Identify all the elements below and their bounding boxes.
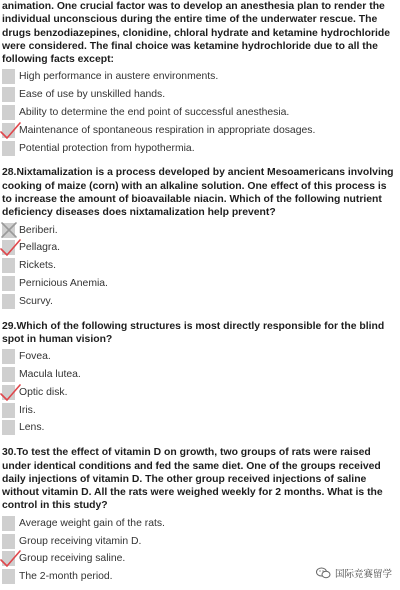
option-label: Macula lutea.	[19, 369, 81, 381]
option[interactable]	[2, 275, 398, 293]
option-label: Group receiving saline.	[19, 553, 126, 565]
question-block	[2, 446, 398, 586]
option-label: Optic disk.	[19, 386, 68, 398]
answer-checkbox[interactable]	[2, 420, 15, 435]
answer-checkbox[interactable]	[2, 105, 15, 120]
option-label: Potential protection from hypothermia.	[19, 142, 195, 154]
option-label: Maintenance of spontaneous respiration in appropriate dosages.	[19, 124, 316, 136]
question-text: 28.Nixtamalization is a process developed by ancient Mesoamericans involving cooking of maize (corn) with an alkaline solution. One effect of this process is to increase the amount of bioavailable niacin. Which of the following nutrient deficiency diseases does nixtamalization help prevent?	[2, 167, 394, 219]
option-label: High performance in austere environments.	[19, 71, 219, 83]
answer-checkbox[interactable]	[2, 87, 15, 102]
question-text: 30.To test the effect of vitamin D on growth, two groups of rats were raised under identical conditions and fed the same diet. One of the groups received daily injections of vitamin D. The other group received injections of saline without vitamin D. All the rats were weighed weekly for 2 months. What is the control in this study?	[2, 447, 383, 512]
option[interactable]	[2, 140, 398, 158]
answer-checkbox[interactable]	[2, 349, 15, 364]
option[interactable]	[2, 384, 398, 402]
option-label: Ease of use by unskilled hands.	[19, 89, 166, 101]
option[interactable]	[2, 348, 398, 366]
question-text: 29.Which of the following structures is most directly responsible for the blind spot in human vision?	[2, 320, 385, 345]
option-label: Ability to determine the end point of successful anesthesia.	[19, 107, 290, 119]
checkmark-icon	[0, 548, 21, 568]
question-block	[2, 0, 398, 157]
option[interactable]	[2, 515, 398, 533]
option-label: Pellagra.	[19, 242, 61, 254]
question-block	[2, 166, 398, 310]
answer-checkbox[interactable]	[2, 69, 15, 84]
option[interactable]	[2, 293, 398, 311]
footer-account-name: 国际竞赛留学	[334, 569, 392, 580]
option-label: Scurvy.	[19, 295, 53, 307]
answer-checkbox[interactable]	[2, 276, 15, 291]
answer-checkbox[interactable]	[2, 403, 15, 418]
answer-checkbox[interactable]	[2, 141, 15, 156]
checkmark-icon	[0, 382, 21, 402]
option[interactable]	[2, 402, 398, 420]
option[interactable]	[2, 257, 398, 275]
answer-checkbox[interactable]	[2, 516, 15, 531]
answer-checkbox[interactable]	[2, 294, 15, 309]
option-label: Fovea.	[19, 351, 51, 363]
option-label: Pernicious Anemia.	[19, 278, 108, 290]
answer-checkbox[interactable]	[2, 534, 15, 549]
option-label: Group receiving vitamin D.	[19, 535, 142, 547]
option[interactable]	[2, 86, 398, 104]
option[interactable]	[2, 222, 398, 240]
option-label: The 2-month period.	[19, 571, 113, 583]
question-block	[2, 320, 398, 438]
footer-watermark	[316, 566, 392, 580]
checkmark-icon	[0, 120, 21, 140]
option[interactable]	[2, 68, 398, 86]
option[interactable]	[2, 239, 398, 257]
option-label: Rickets.	[19, 260, 56, 272]
option-label: Beriberi.	[19, 224, 58, 236]
option[interactable]	[2, 419, 398, 437]
option-label: Iris.	[19, 404, 36, 416]
option[interactable]	[2, 104, 398, 122]
option[interactable]	[2, 533, 398, 551]
option-label: Average weight gain of the rats.	[19, 517, 165, 529]
answer-checkbox[interactable]	[2, 367, 15, 382]
quiz-page	[2, 0, 398, 586]
option[interactable]	[2, 366, 398, 384]
checkmark-icon	[0, 237, 21, 257]
question-text: animation. One crucial factor was to develop an anesthesia plan to render the individual unconscious during the entire time of the underwater rescue. The drugs benzodiazepines, clonidine, chloral hydrate and ketamine hydrochloride were considered. The final choice was ketamine hydrochloride due to all the following facts except:	[2, 1, 390, 66]
wechat-icon	[316, 567, 331, 579]
answer-checkbox[interactable]	[2, 569, 15, 584]
option[interactable]	[2, 122, 398, 140]
option-label: Lens.	[19, 422, 45, 434]
answer-checkbox[interactable]	[2, 258, 15, 273]
